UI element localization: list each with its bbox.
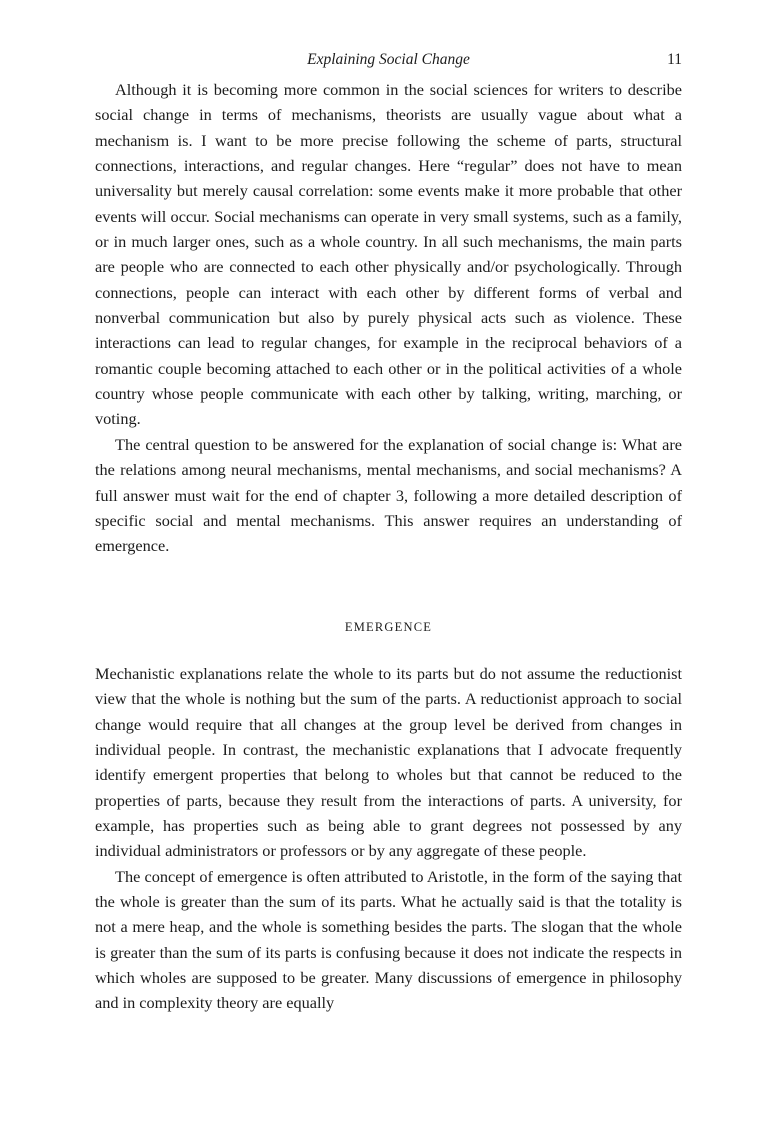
paragraph: Although it is becoming more common in the social sciences for writers to describe social change in terms of mechanisms, theorists are usually vague about what a mechanism is. I want to be more precise following the scheme of parts, structural connections, interactions, and regular changes. Here “regular” does not have to mean universality but merely causal correlation: some events make it more probable that other events will occur. Social mechanisms can operate in very small systems, such as a family, or in much larger ones, such as a whole country. In all such mechanisms, the main parts are people who are connected to each other physically and/or psychologically. Through connections, people can interact with each other by different forms of verbal and nonverbal communication but also by purely physical acts such as violence. These interactions can lead to regular changes, for example in the reciprocal behaviors of a romantic couple becoming attached to each other or in the political activities of a whole country whose people communicate with each other by talking, writing, marching, or voting. — [95, 80, 682, 429]
paragraph: The central question to be answered for the explanation of social change is: What are the relations among neural mechanisms, mental mechanisms, and social mechanisms? A full answer must wait for the end of chapter 3, following a more detailed description of specific social and mental mechanisms. This answer requires an understanding of emergence. — [95, 434, 682, 556]
section-heading: EMERGENCE — [344, 620, 433, 634]
book-page — [95, 0, 682, 1145]
paragraph: Mechanistic explanations relate the whole to its parts but do not assume the reductionist view that the whole is nothing but the sum of the parts. A reductionist approach to social change would require that all changes at the group level be derived from changes in individual people. In contrast, the mechanistic explanations that I advocate frequently identify emergent properties that belong to wholes but that cannot be reduced to the properties of parts, because they result from the interactions of parts. A university, for example, has properties such as being able to grant degrees not possessed by any individual administrators or professors or by any aggregate of these people. — [95, 664, 682, 861]
running-head — [95, 49, 682, 71]
running-title: Explaining Social Change — [307, 51, 470, 68]
page-number: 11 — [667, 51, 682, 68]
intro-text — [95, 77, 682, 559]
section-text — [95, 661, 682, 1016]
paragraph: The concept of emergence is often attributed to Aristotle, in the form of the saying that the whole is greater than the sum of its parts. What he actually said is that the totality is not a mere heap, and the whole is something besides the parts. The slogan that the whole is greater than the sum of its parts is confusing because it does not indicate the respects in which wholes are supposed to be greater. Many discussions of emergence in philosophy and in complexity theory are equally — [95, 866, 682, 1013]
